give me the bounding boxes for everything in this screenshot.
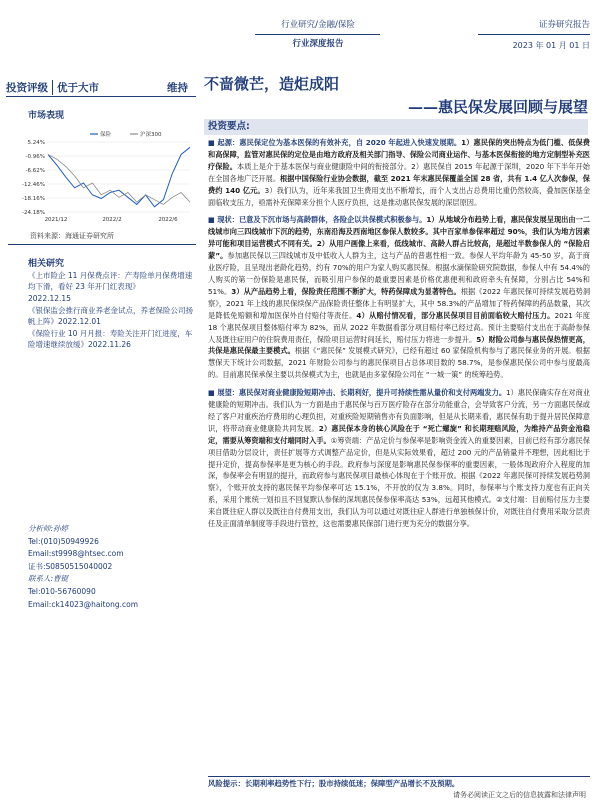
kp2-t2: 参加惠民保以三四线城市及中低收入人群为主，这与产品的普惠性相一致。参保人平均年龄为 45-50 岁，高于商业医疗险，且呈现出老龄化趋势，约有 70%的用户为家人购买惠民保。根据水滴保险研究院数据，参保人中有 54.4%的人购买的第一份保险是惠民保，而吸引用户参保的最重要因素是价格优惠便利和政府牵头有保障，分别占比 54%和 51%。 bbox=[208, 251, 590, 296]
kp1-t4: 3）我们认为，近年来我国卫生费用支出不断增长，而个人支出占总费用比重仍然较高，叠加医保基金面临收支压力，亟需补充保障来分担个人医疗负担，这是推动惠民保发展的深层原因。 bbox=[208, 185, 591, 207]
kp1-t1: 1）惠民保的突出特点为低门槛、低保费和高保障，监管对惠民保的定位是由地方政府及相关部门指导、保险公司商业运作、与基本医保衔接的地方定制型补充医疗保险。 bbox=[208, 138, 590, 171]
kp2-t5: 根据《“惠民保” 发展模式研究》，已经有超过 60 家保险机构参与了惠民保业务的开展。根据慧保天下统计公司数据，2021 年财险公司参与的惠民保项目占总体项目数的 58.7%，是参保惠民保公司中参与度最高的。目前惠民保承保主要以共保模式为主，也就是由多家保险公司在 “一城一策” 的统筹趋势。 bbox=[208, 346, 590, 380]
related-item[interactable]: 《上市险企 11 月保费点评：产寿险单月保费增速均下滑，看好 23 年开门红表现》 bbox=[28, 271, 193, 291]
kp3-lead: 展望：惠民保对商业健康险短期冲击、长期利好，提升可持续性需从量价和支付两端发力。 bbox=[217, 388, 507, 398]
kp3-t2: ①筹资端：产品定价与参保率是影响资金流入的重要因素，目前已经有部分惠民保项目借助分层设计，责任扩展等方式调整产品定价，但是从实际效果看，超过 200 元的产品销量并不理想，因此相比于提升定价，提高参保率是更为核心的手段。政府参与深度是影响惠民保参保率的重要因素，一般体现政府介入程度的加深，参保率会有明显的提升，而政府参与惠民保项目最核心体现在于个账开放。根据《2022 年惠民保可持续发展趋势洞察》，个账开放支持的惠民保平均参保率可达 15.1%，不开放的仅为 3.8%。同时，参保率与个账支持力度也有正向关系，采用个账统一划扣且不回复默认参保的深圳惠民保参保率高达 53%，远超其他模式。②支付端：目前赔付压力主要来自既往症人群以及既往自付费用支出，我们认为可以通过对既往症人群进行单独核保计价，对既往自付费用采取分层责任及正面清单制度等手段进行管控，这也需要惠民保部门进行更为充分的数据分享。 bbox=[208, 435, 590, 529]
header-date: 2023 年 01 月 01 日 bbox=[512, 41, 590, 50]
bullet-icon: ■ bbox=[208, 138, 218, 147]
disclaimer-footnote: 请务必阅读正文之后的信息披露和法律声明 bbox=[453, 791, 586, 799]
kp1-lead: 起源：惠民保定位为基本医保的有效补充，自 2020 年起进入快速发展期。 bbox=[217, 138, 462, 147]
analyst-cert: 证书:S0850515040002 bbox=[28, 561, 113, 571]
chart-legend-label: 沪深300 bbox=[140, 132, 162, 138]
key-points-title: 投资要点: bbox=[204, 119, 588, 135]
key-point-status bbox=[208, 214, 590, 381]
kp2-h4: 5）财险公司参与惠民保热情更高，共保是惠民保最主要模式。 bbox=[208, 334, 590, 356]
kp3-h1: 2）惠民保本身的核心风险在于 “死亡螺旋” 和长期理赔风险，为维持产品资金池稳定，需要从筹资端和支付端同时入手。 bbox=[208, 423, 590, 445]
key-point-origin bbox=[208, 137, 590, 208]
rating-value: 优于大市 bbox=[57, 81, 99, 94]
analyst-email[interactable]: Email:st9998@htsec.com bbox=[28, 549, 124, 559]
key-point-outlook bbox=[208, 387, 590, 530]
kp2-t1: 1）从地域分布趋势上看，惠民保发展呈现出由一二线城市向三四线城市下沉的趋势，东南沿海及西南地区参保人数较多。其中百家单参保率超过 90%，我们认为地方因素异可能和项目运营模式不同有关。 bbox=[208, 215, 590, 249]
rating-label: 投资评级 bbox=[6, 80, 53, 95]
kp2-h1: 2）从用户画像上来看，低线城市、高龄人群占比较高，是超过半数参保人的 “保险启蒙”。 bbox=[208, 239, 590, 261]
related-item[interactable]: 《银保监会推行商业养老金试点，养老保险公司扬帆上阵》2022.12.01 bbox=[28, 306, 193, 326]
related-research-list bbox=[28, 270, 198, 351]
chart-legend-label: 保险 bbox=[100, 132, 112, 138]
related-section-title: 相关研究 bbox=[28, 259, 65, 269]
analyst-name: 分析师:孙婷 bbox=[28, 524, 69, 533]
kp2-t4: 2021 年度 18 个惠民保项目整体赔付率为 82%，而从 2022 年数据看部分项目赔付率已经过高。预计主要赔付支出在于高龄参保人及既往症用户的住院费用责任，保险项目运营时间延长，赔付压力将进一步提升。 bbox=[208, 310, 590, 344]
chart-source: 资料来源：海通证券研究所 bbox=[30, 232, 114, 240]
kp1-t3: 根据中国保险行业协会数据，截至 2021 年末惠民保覆盖全国 28 省，共有 1.4 亿人次参保，保费约 140 亿元。 bbox=[208, 173, 590, 195]
kp2-t3: 根据《2022 年惠民保可持续发展趋势洞察》，2021 年上线的惠民保续保产品保险责任整体上有明显扩大，其中 58.3%的产品增加了特药保障的药品数量，其次是降低免赔额和增加医保外自付赔付等责任。 bbox=[208, 286, 591, 320]
rating-divider bbox=[6, 96, 196, 97]
rating-bar bbox=[6, 78, 194, 96]
chart-y-tick-label: -18.16% bbox=[22, 196, 45, 202]
related-item[interactable]: 2022.12.15 bbox=[28, 294, 71, 303]
chart-y-tick-label: -0.96% bbox=[25, 154, 45, 160]
kp2-h3: 4）从赔付情况看，部分惠民保项目目前面临较大赔付压力。 bbox=[356, 310, 555, 320]
chart-y-tick-label: -6.62% bbox=[25, 168, 45, 174]
related-item[interactable]: 《保险行业 10 月月报：寿险关注开门红进度，车险增速继续放缓》2022.11.26 bbox=[28, 329, 193, 349]
kp1-t2: 本质上是介于基本医保与商业健康险中间的衔接部分。2）惠民保自 2015 年起源于深圳，2020 年下半年开始在全国各地广泛开展。 bbox=[208, 161, 590, 183]
chart-divider bbox=[8, 244, 196, 245]
chart-x-tick-label: 2022/2 bbox=[102, 217, 122, 223]
chart-y-tick-label: -24.18% bbox=[22, 210, 45, 216]
analyst-tel: Tel:(010)50949926 bbox=[28, 536, 99, 546]
chart-x-tick-label: 2021/12 bbox=[44, 217, 68, 223]
contact-name: 联系人:曹锟 bbox=[28, 574, 69, 584]
market-performance-chart bbox=[8, 128, 196, 228]
contact-tel: Tel:010-56760090 bbox=[28, 586, 96, 596]
header-divider-right bbox=[478, 34, 590, 35]
chart-x-tick-label: 2022/6 bbox=[158, 217, 178, 223]
market-section-title: 市场表现 bbox=[28, 111, 65, 121]
bullet-icon: ■ bbox=[208, 388, 218, 398]
page-title: 不啬微芒，造炬成阳 bbox=[204, 75, 340, 93]
kp3-t1: 1）惠民保确实存在对商业健康险的短期冲击。我们认为一方面是由于惠民保与百万医疗险存在部分功能重合，会导致客户分流，另一方面惠民保或经了客户对重疾治疗费用的心理负担，对重疾险短期销售亦有负面影响，但是从长期来看，惠民保有助于提升居民保障意识，将带动商业健康险共同发展。 bbox=[208, 388, 590, 433]
contact-email[interactable]: Email:ck14023@haitong.com bbox=[28, 599, 139, 609]
kp2-lead: 现状：已意及下沉市场与高龄群体，各险企以共保模式积极参与。 bbox=[217, 215, 427, 225]
analyst-contact bbox=[28, 523, 198, 611]
header-report-kind: 证券研究报告 bbox=[538, 20, 590, 30]
chart-y-tick-label: 5.24% bbox=[27, 140, 45, 146]
chart-y-tick-label: -12.46% bbox=[22, 182, 45, 188]
header-report-type: 行业深度报告 bbox=[292, 39, 344, 49]
rating-action: 维持 bbox=[167, 81, 188, 94]
key-points-body bbox=[208, 137, 590, 536]
page-subtitle: ——惠民保发展回顾与展望 bbox=[407, 98, 588, 116]
bullet-icon: ■ bbox=[208, 215, 218, 225]
risk-warning: 风险提示：长期利率趋势性下行；股市持续低迷；保障型产品增长不及预期。 bbox=[208, 776, 590, 790]
kp2-h2: 3）从产品趋势上看，保险责任范围不断扩大，特药保障成为显著特色。 bbox=[231, 286, 461, 296]
header-category: 行业研究/金融/保险 bbox=[281, 20, 355, 30]
header-divider bbox=[255, 34, 380, 35]
chart-series-line-1 bbox=[48, 155, 190, 205]
